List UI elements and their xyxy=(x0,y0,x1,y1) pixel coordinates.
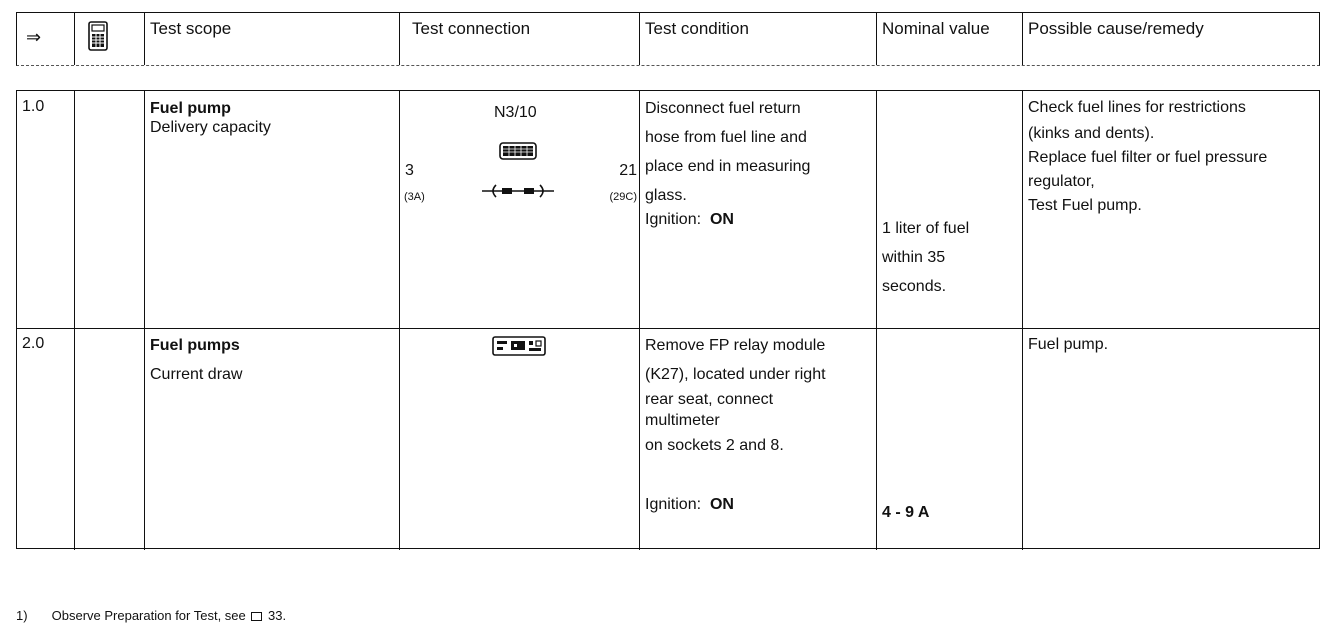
remedy-line: Fuel pump. xyxy=(1028,336,1109,353)
ignition-value: ON xyxy=(709,211,734,228)
footnote-page: 33. xyxy=(268,608,287,623)
remedy-line: regulator, xyxy=(1028,173,1095,190)
test-table xyxy=(16,90,1320,549)
table-row xyxy=(17,328,1319,550)
condition-line: multimeter xyxy=(645,412,720,429)
condition-line: hose from fuel line and xyxy=(645,129,807,146)
remedy-cell xyxy=(1023,328,1320,550)
multimeter-icon xyxy=(492,336,546,356)
header-test-condition-label: Test condition xyxy=(645,19,749,38)
test-condition-cell xyxy=(640,91,877,328)
tester-icon xyxy=(87,21,109,51)
pin-left: 3 xyxy=(405,162,414,179)
condition-line: place end in measuring xyxy=(645,158,811,175)
pin-left-alt: (3A) xyxy=(404,191,425,203)
header-arrow-cell xyxy=(17,13,75,65)
header-test-connection-label: Test connection xyxy=(412,19,531,38)
pin-right: 21 xyxy=(619,162,637,179)
ignition-value: ON xyxy=(709,496,734,513)
nominal-line: seconds. xyxy=(882,278,947,295)
arrow-icon: ⇒ xyxy=(26,27,42,47)
row-number: 2.0 xyxy=(22,335,45,352)
header-possible-cause xyxy=(1023,13,1320,65)
table-header xyxy=(16,12,1320,66)
ignition-status xyxy=(645,495,871,514)
remedy-cell xyxy=(1023,91,1320,328)
scope-subtitle: Current draw xyxy=(150,366,243,384)
scope-subtitle: Delivery capacity xyxy=(150,119,271,137)
pin-right-alt: (29C) xyxy=(609,191,637,203)
test-scope-cell xyxy=(145,91,400,328)
scope-title: Fuel pump xyxy=(150,100,231,117)
nominal-value-cell xyxy=(877,91,1023,328)
header-row xyxy=(17,13,1319,65)
footnote-number: 1) xyxy=(16,608,28,623)
row-number-cell xyxy=(17,328,75,550)
header-test-connection xyxy=(400,13,640,65)
test-scope-cell xyxy=(145,328,400,550)
table-row xyxy=(17,91,1319,329)
condition-line: glass. xyxy=(645,187,687,204)
test-connection-cell xyxy=(400,91,640,328)
nominal-value-cell xyxy=(877,328,1023,550)
test-connection-cell xyxy=(400,328,640,550)
test-cable-icon xyxy=(480,183,556,199)
remedy-line: Check fuel lines for restrictions xyxy=(1028,99,1246,116)
condition-line: Remove FP relay module xyxy=(645,337,826,354)
header-tester-cell xyxy=(75,13,145,65)
remedy-line: Test Fuel pump. xyxy=(1028,197,1142,214)
header-possible-cause-label: Possible cause/remedy xyxy=(1028,19,1204,38)
ignition-status xyxy=(645,210,871,229)
remedy-line: (kinks and dents). xyxy=(1028,125,1155,142)
row-number: 1.0 xyxy=(22,98,45,115)
ignition-label: Ignition: xyxy=(645,211,702,228)
header-test-condition xyxy=(640,13,877,65)
connector-block-icon xyxy=(499,140,537,162)
page-reference-icon xyxy=(251,612,262,621)
header-nominal-value xyxy=(877,13,1023,65)
footnote-text: Observe Preparation for Test, see xyxy=(51,608,246,623)
condition-line: on sockets 2 and 8. xyxy=(645,437,784,454)
nominal-line: within 35 xyxy=(882,249,946,266)
footnote xyxy=(16,608,286,623)
condition-line: (K27), located under right xyxy=(645,366,826,383)
remedy-line: Replace fuel filter or fuel pressure xyxy=(1028,149,1268,166)
condition-line: Disconnect fuel return xyxy=(645,100,801,117)
nominal-line: 1 liter of fuel xyxy=(882,220,970,237)
component-label: N3/10 xyxy=(494,104,537,121)
header-nominal-value-label: Nominal value xyxy=(882,19,990,38)
test-condition-cell xyxy=(640,328,877,550)
row-tester-cell xyxy=(75,328,145,550)
header-test-scope xyxy=(145,13,400,65)
nominal-value: 4 - 9 A xyxy=(882,504,930,521)
scope-title: Fuel pumps xyxy=(150,337,240,354)
row-number-cell xyxy=(17,91,75,328)
ignition-label: Ignition: xyxy=(645,496,702,513)
row-tester-cell xyxy=(75,91,145,328)
condition-line: rear seat, connect xyxy=(645,391,774,408)
header-test-scope-label: Test scope xyxy=(150,19,232,38)
